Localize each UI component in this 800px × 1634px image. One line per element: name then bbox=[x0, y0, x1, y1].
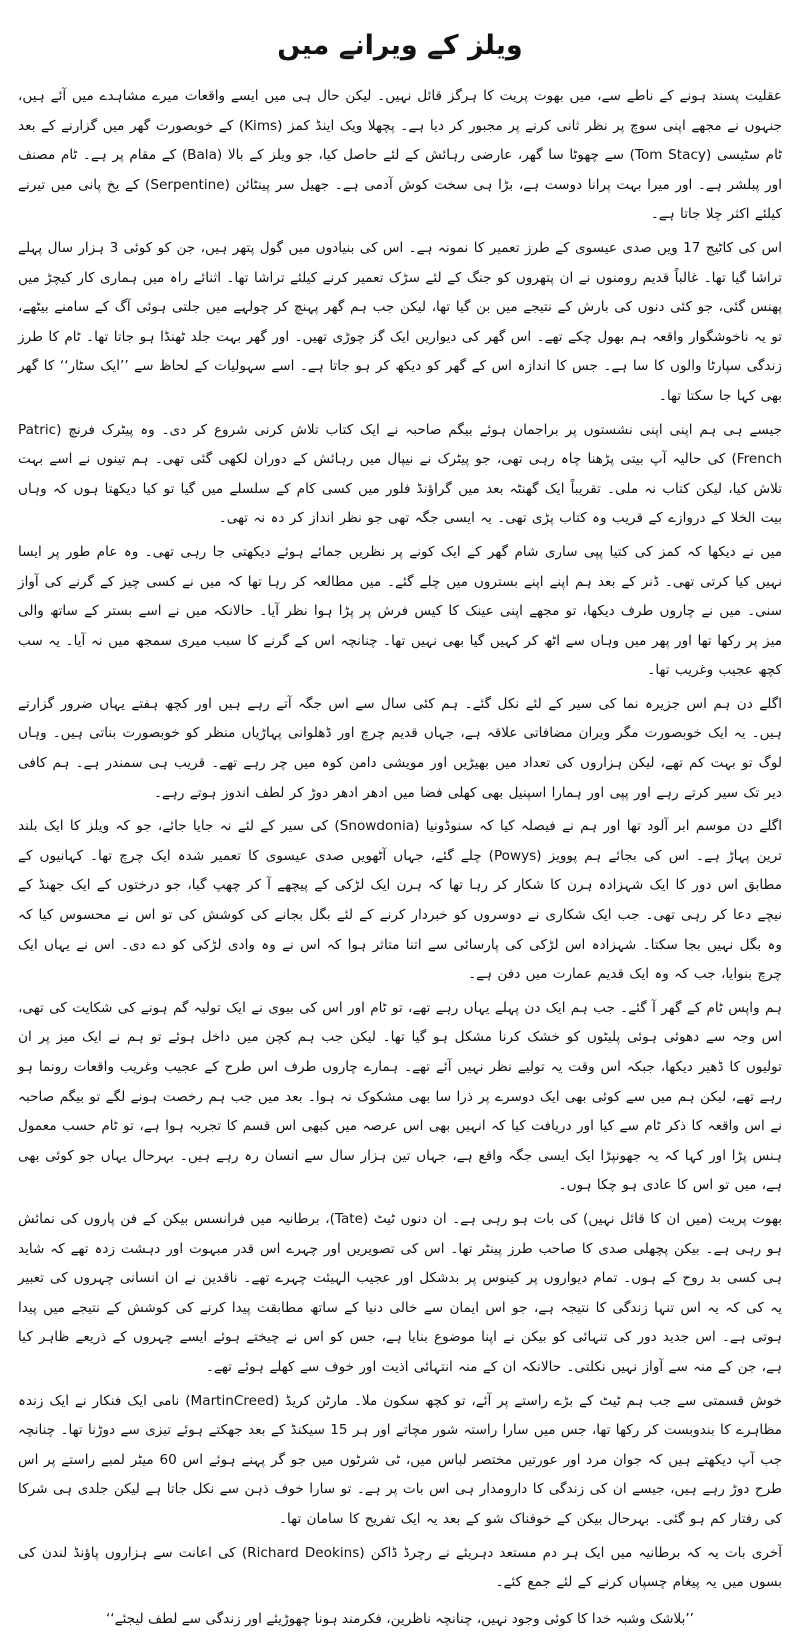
paragraph-5: اگلے دن ہم اس جزیرہ نما کی سیر کے لئے نکل گئے۔ ہم کئی سال سے اس جگہ آتے رہے ہیں اور کچھ ہفتے یہاں ضرور گزارتے ہیں۔ یہ ایک خوبصورت مگر ویران مضافاتی علاقہ ہے، جہاں قدیم چرچ اور ڈھلوانی پہاڑیاں منظر کو خوبصورت بناتی ہیں۔ وہاں لوگ تو بہت کم تھے، لیکن ہزاروں کی تعداد میں بھیڑیں اور مویشی دامن کوہ میں چر رہے تھے۔ قریب ہی سمندر ہے۔ ہم کافی دیر تک سیر کرتے رہے اور پپی اور ہمارا اسپنیل بھی کھلی فضا میں ادھر ادھر دوڑ کر لطف اندوز ہوتے رہے۔ bbox=[18, 695, 782, 801]
article-title: ویلز کے ویرانے میں bbox=[277, 30, 523, 61]
paragraph-7: ہم واپس ٹام کے گھر آ گئے۔ جب ہم ایک دن پہلے یہاں رہے تھے، تو ٹام اور اس کی بیوی نے ایک تولیہ گم ہونے کی شکایت کی تھی، اس وجہ سے دھوئی ہوئی پلیٹوں کو خشک کرنا مشکل ہو گیا تھا۔ لیکن جب ہم کچن میں داخل ہوئے تو ہم نے ایک میز پر ان تولیوں کا ڈھیر دیکھا، جبکہ اس وقت یہ تولیے نظر نہیں آئے تھے۔ ہمارے چاروں طرف اس طرح کے عجیب وغریب واقعات رونما ہو رہے تھے، لیکن ہم میں سے کوئی بھی ایک دوسرے پر ذرا سا بھی مشکوک نہ ہوا۔ بعد میں جب ہم رخصت ہونے لگے تو بیگم صاحبہ نے اس واقعہ کا ذکر ٹام سے کیا اور دریافت کیا کہ انہیں بھی اس عرصہ میں کبھی اس قسم کا تجربہ ہوا ہے، تو ٹام حسب معمول ہنس پڑا اور کہا کہ یہ جھونپڑا ایک ایسی جگہ واقع ہے، جہاں تین ہزار سال سے انسان رہ رہے ہیں۔ بہرحال یہاں جو کوئی بھی ہے، میں تو اس کا عادی ہو چکا ہوں۔ bbox=[18, 999, 782, 1194]
paragraph-8: بھوت پریت (میں ان کا قائل نہیں) کی بات ہو رہی ہے۔ ان دنوں ٹیٹ (Tate)، برطانیہ میں فرانسس بیکن کے فن پاروں کی نمائش ہو رہی ہے۔ بیکن پچھلی صدی کا صاحب طرز پینٹر تھا۔ اس کی تصویریں اور چہرے اس قدر مبہوت اور دہشت زدہ تھے کہ شاید ہی کسی بد روح کے ہوں۔ تمام دیواروں پر کینوس پر بدشکل اور عجیب الہیئت چہرے تھے۔ ناقدین نے ان انسانی چہروں کی تعبیر یہ کی کہ یہ اس تنہا زندگی کا نتیجہ ہے، جو اس ایمان سے خالی دنیا کے ساتھ مطابقت پیدا کرنے کی کوشش کے نتیجے میں پیدا ہوتی ہے۔ اس جدید دور کی تنہائی کو بیکن نے اپنا موضوع بنایا ہے، جس کو اس نے چیختے ہوئے ایسے چہروں کے ذریعے ظاہر کیا ہے، جن کے منہ سے آواز نہیں نکلتی۔ حالانکہ ان کے منہ انتہائی اذیت اور خوف سے کھلے ہوئے تھے۔ bbox=[18, 1210, 783, 1375]
paragraph-2: اس کی کاٹیج 17 ویں صدی عیسوی کے طرز تعمیر کا نمونہ ہے۔ اس کی بنیادوں میں گول پتھر ہیں، جن کو کوئی 3 ہزار سال پہلے تراشا گیا تھا۔ غالباً قدیم رومنوں نے ان پتھروں کو جنگ کے لئے سڑک تعمیر کرنے کیلئے تراشا تھا۔ اثنائے راہ میں ہماری کار کیچڑ میں پھنس گئی، جو کئی دنوں کی بارش کے نتیجے میں بن گیا تھا، لیکن جب ہم گھر پہنچ کر چولہے میں جلتی ہوئی آگ کے سامنے بیٹھے، تو یہ ناخوشگوار واقعہ ہم بھول چکے تھے۔ اس گھر کی دیواریں ایک گز چوڑی تھیں۔ اور گھر بہت جلد ٹھنڈا ہو جاتا تھا۔ ٹام کا طرز زندگی سپارٹا والوں کا سا ہے۔ جس کا اندازہ اس کے گھر کو دیکھ کر ہو جاتا ہے۔ اسے سہولیات کے لحاظ سے ’’ایک سٹار‘‘ کا گھر بھی کہا جا سکتا تھا۔ bbox=[18, 239, 782, 404]
article-body bbox=[18, 82, 782, 1634]
paragraph-6: اگلے دن موسم ابر آلود تھا اور ہم نے فیصلہ کیا کہ سنوڈونیا (Snowdonia) کی سیر کے لئے نہ جایا جائے، جو کہ ویلز کا ایک بلند ترین پہاڑ ہے۔ اس کی بجائے ہم پوویز (Powys) چلے گئے، جہاں آٹھویں صدی عیسوی کا تعمیر شدہ ایک چرچ تھا۔ کہانیوں کے مطابق اس دور کا ایک شہزادہ ہرن کا شکار کر رہا تھا کہ ہرن ایک لڑکی کے پیچھے آ کر چھپ گیا، جو درختوں کے ایک جھنڈ کے نیچے دعا کر رہی تھی۔ جب ایک شکاری نے دوسروں کو خبردار کرنے کے لئے بگل بجانے کی کوشش کی تو اس نے محسوس کیا کہ وہ بگل نہیں بجا سکتا۔ شہزادہ اس لڑکی کی پارسائی سے اتنا متاثر ہوا کہ اس نے وہ وادی لڑکی کو دے دی۔ اس نے یہاں ایک چرچ بنوایا، جب کہ وہ ایک قدیم عمارت میں دفن ہے۔ bbox=[18, 818, 782, 983]
paragraph-1: عقلیت پسند ہونے کے ناطے سے، میں بھوت پریت کا ہرگز قائل نہیں۔ لیکن حال ہی میں ایسے واقعات میرے مشاہدے میں آئے ہیں، جنہوں نے مجھے اپنی سوچ پر نظر ثانی کرنے پر مجبور کر دیا ہے۔ پچھلا ویک اینڈ کمز (Kims) کے خوبصورت گھر میں گزارنے کے بعد ٹام سٹیسی (Tom Stacy) سے چھوٹا سا گھر، عارضی رہائش کے لئے حاصل کیا، جو ویلز کے بالا (Bala) کے مقام پر ہے۔ ٹام مصنف اور پبلشر ہے۔ اور میرا بہت پرانا دوست ہے، بڑا ہی سخت کوش آدمی ہے۔ جھیل سر پینٹائن (Serpentine) کے یخ پانی میں تیرنے کیلئے اکثر چلا جاتا ہے۔ bbox=[18, 88, 783, 223]
paragraph-9: خوش قسمتی سے جب ہم ٹیٹ کے بڑے راستے پر آئے، تو کچھ سکون ملا۔ مارٹن کریڈ (MartinCreed) نامی ایک فنکار نے ایک زندہ مظاہرے کا بندوبست کر رکھا تھا، جس میں سارا راستہ شور مچاتے اور ہر 15 سیکنڈ کے بعد جھکتے ہوئے تیزی سے دوڑنا تھا۔ چنانچہ جب آپ دیکھتے ہیں کہ جوان مرد اور عورتیں مختصر لباس میں، ٹی شرٹوں میں جو گر پہنے ہوئے اس 60 میٹر لمبے راستے پر اس طرح دوڑ رہے ہیں، جیسے ان کی زندگی کا دارومدار ہی اس بات پر ہے۔ تو سارا خوف ذہن سے نکل جاتا ہے لیکن جلدی ہی شرکا کی رفتار کم ہو گئی۔ بہرحال بیکن کے خوفناک شو کے بعد یہ ایک تفریح کا سامان تھا۔ bbox=[18, 1392, 782, 1527]
paragraph-10: آخری بات یہ کہ برطانیہ میں ایک ہر دم مستعد دہریئے نے رچرڈ ڈاکن (Richard Deokins) کی اعانت سے ہزاروں پاؤنڈ لندن کی بسوں میں یہ پیغام چسپاں کرنے کے لئے جمع کئے۔ bbox=[18, 1544, 783, 1591]
paragraph-4: میں نے دیکھا کہ کمز کی کتیا پپی ساری شام گھر کے ایک کونے پر نظریں جمائے ہوئے دیکھتی جا رہی تھی۔ وہ عام طور پر ایسا نہیں کیا کرتی تھی۔ ڈنر کے بعد ہم اپنے اپنے بستروں میں چلے گئے۔ میں مطالعہ کر رہا تھا کہ میں نے کسی چیز کے گرنے کی آواز سنی۔ میں نے چاروں طرف دیکھا، تو مجھے اپنی عینک کا کیس فرش پر پڑا ہوا نظر آیا۔ حالانکہ میں نے اسے بستر کے ساتھ والی میز پر رکھا تھا اور پھر میں وہاں سے اٹھ کر کہیں گیا بھی نہیں تھا۔ چنانچہ اس کے گرنے کا سبب میری سمجھ میں نہ آیا۔ یہ سب کچھ عجیب وغریب تھا۔ bbox=[18, 543, 782, 679]
paragraph-3: جیسے ہی ہم اپنی اپنی نشستوں پر براجمان ہوئے بیگم صاحبہ نے ایک کتاب تلاش کرنی شروع کر دی۔ وہ پیٹرک فرنچ (Patric French) کی حالیہ آپ بیتی پڑھنا چاہ رہی تھی، جو پیٹرک نے نیپال میں رہائش کے دوران لکھی گئی تھی۔ ہم تینوں نے اسے بہت تلاش کیا، لیکن کتاب نہ ملی۔ تقریباً ایک گھنٹہ بعد میں گراؤنڈ فلور میں کسی کام کے سلسلے میں گیا تو کیا دیکھتا ہوں کہ وہاں بیت الخلا کے دروازے کے قریب وہ کتاب پڑی تھی۔ یہ ایسی جگہ تھی جو نظر انداز کر دہ نہ تھی۔ bbox=[18, 421, 782, 527]
closing-quote: ’’بلاشک وشبہ خدا کا کوئی وجود نہیں، چنانچہ ناظرین، فکرمند ہونا چھوڑیئے اور زندگی سے لطف لیجئے‘‘ bbox=[105, 1610, 695, 1627]
